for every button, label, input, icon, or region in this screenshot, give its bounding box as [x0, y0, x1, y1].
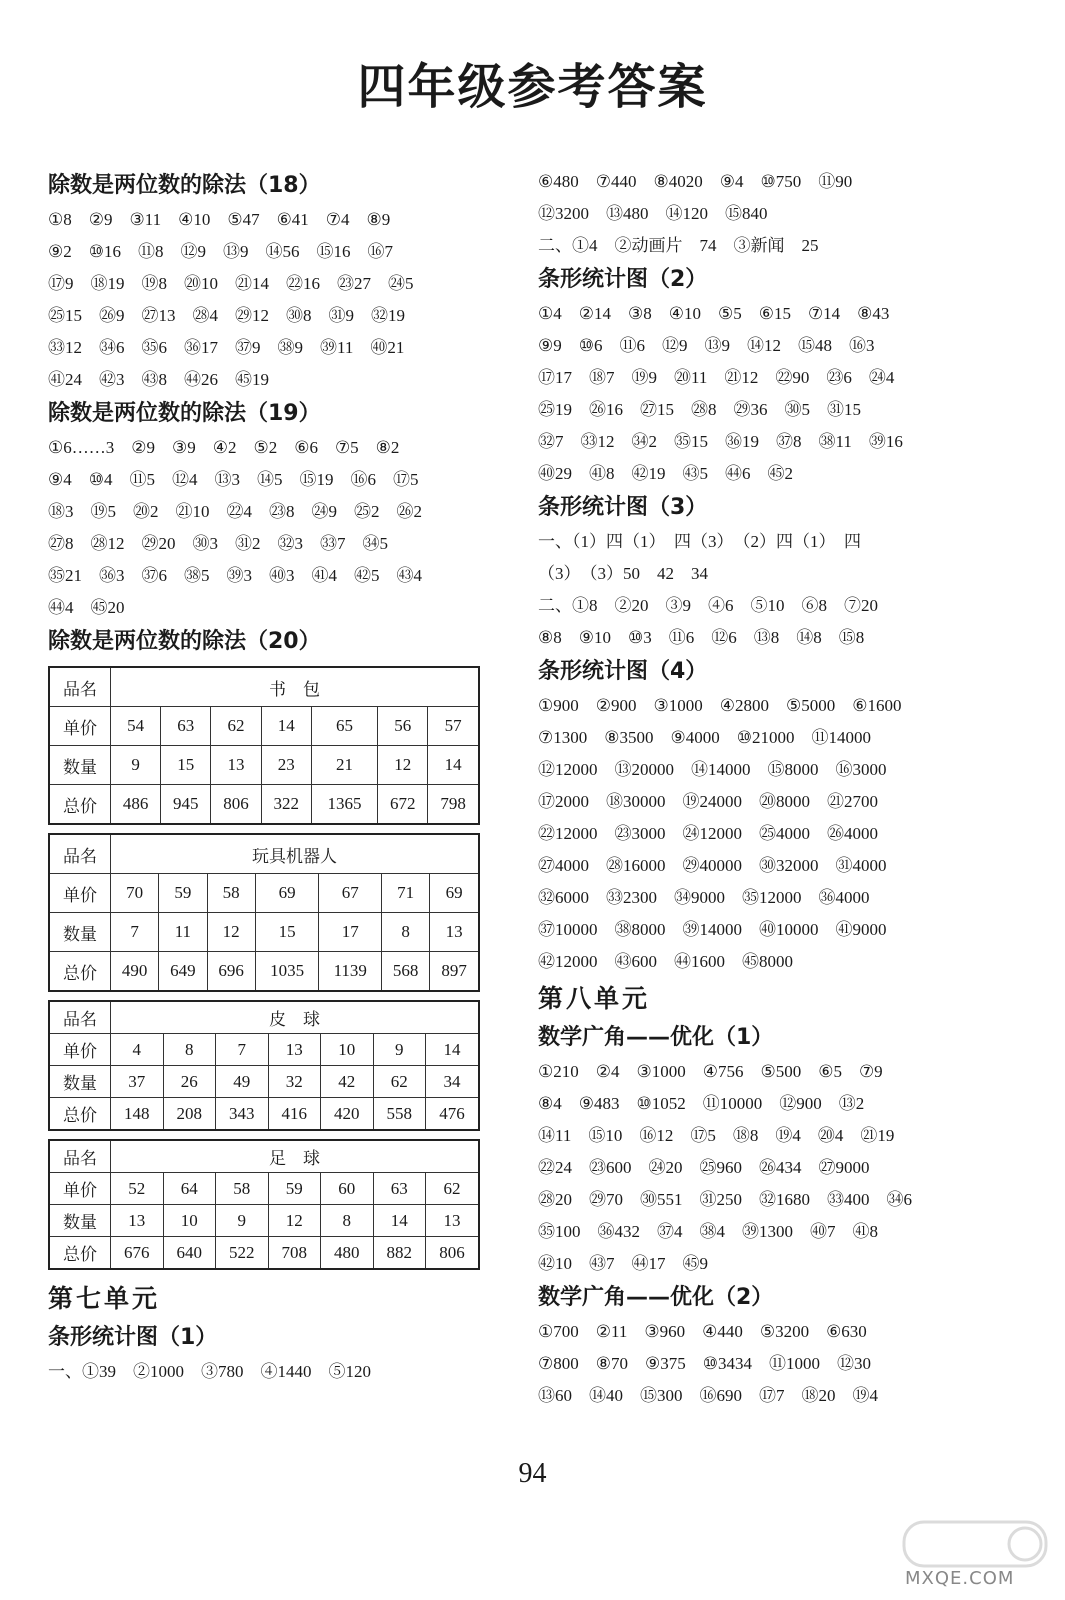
row-label: 总价 [49, 1237, 111, 1270]
table-cell: 7 [216, 1034, 269, 1066]
table-cell: 32 [268, 1066, 321, 1098]
table-cell: 14 [428, 746, 479, 785]
answer-line: ㉒24 ㉓600 ㉔20 ㉕960 ㉖434 ㉗9000 [538, 1158, 870, 1177]
answer-line: ㉕19 ㉖16 ㉗15 ㉘8 ㉙36 ㉚5 ㉛15 [538, 400, 861, 419]
table-row [49, 952, 479, 992]
table-cell: 64 [163, 1173, 216, 1205]
table-cell: 13 [430, 913, 479, 952]
answer-line: ⑨4 ⑩4 ⑪5 ⑫4 ⑬3 ⑭5 ⑮19 ⑯6 ⑰5 [48, 470, 419, 489]
table-cell: 676 [111, 1237, 164, 1270]
table-cell: 12 [268, 1205, 321, 1237]
answers-bar-chart-3 [538, 526, 1028, 654]
row-label: 单价 [49, 1034, 111, 1066]
table-cell: 37 [111, 1066, 164, 1098]
section-heading-division-19: 除数是两位数的除法（19） [48, 401, 321, 426]
table-cell: 71 [382, 874, 430, 913]
table-cell: 62 [373, 1066, 426, 1098]
table-cell: 806 [211, 785, 261, 825]
table-cell: 486 [111, 785, 161, 825]
table-row [49, 707, 479, 746]
answer-line: ㉗8 ㉘12 ㉙20 ㉚3 ㉛2 ㉜3 ㉝7 ㉞5 [48, 534, 388, 553]
table-cell: 4 [111, 1034, 164, 1066]
price-table [48, 1139, 480, 1270]
table-cell: 15 [161, 746, 211, 785]
table-cell: 945 [161, 785, 211, 825]
product-name: 足 球 [111, 1140, 480, 1173]
table-cell: 56 [378, 707, 428, 746]
table-cell: 59 [159, 874, 207, 913]
answer-line: ㊵29 ㊶8 ㊷19 ㊸5 ㊹6 ㊺2 [538, 464, 793, 483]
table-cell: 8 [382, 913, 430, 952]
table-cell: 806 [426, 1237, 480, 1270]
answer-line: ①4 ②14 ③8 ④10 ⑤5 ⑥15 ⑦14 ⑧43 [538, 304, 890, 323]
answer-line: ⑦1300 ⑧3500 ⑨4000 ⑩21000 ⑪14000 [538, 728, 871, 747]
table-cell: 416 [268, 1098, 321, 1131]
row-label: 单价 [49, 707, 111, 746]
table-cell: 42 [321, 1066, 374, 1098]
table-cell: 58 [207, 874, 255, 913]
table-cell: 649 [159, 952, 207, 992]
table-cell: 69 [255, 874, 319, 913]
table-row [49, 1034, 479, 1066]
product-name: 玩具机器人 [111, 834, 480, 874]
table-cell: 49 [216, 1066, 269, 1098]
table-cell: 63 [373, 1173, 426, 1205]
table-row [49, 1173, 479, 1205]
answer-line: ⑦800 ⑧70 ⑨375 ⑩3434 ⑪1000 ⑫30 [538, 1354, 871, 1373]
section-heading-optimization-1: 数学广角——优化（1） [538, 1025, 774, 1050]
answer-line: 二、①8 ②20 ③9 ④6 ⑤10 ⑥8 ⑦20 [538, 596, 878, 615]
answers-optimization-1 [538, 1056, 1028, 1280]
table-cell: 10 [321, 1034, 374, 1066]
left-column [48, 168, 488, 1388]
answers-bar-chart-1 [48, 1356, 488, 1388]
table-cell: 9 [216, 1205, 269, 1237]
answer-line: ⑭11 ⑮10 ⑯12 ⑰5 ⑱8 ⑲4 ⑳4 ㉑19 [538, 1126, 895, 1145]
answer-line: ㊹4 ㊺20 [48, 598, 125, 617]
answer-line: ⑬60 ⑭40 ⑮300 ⑯690 ⑰7 ⑱20 ⑲4 [538, 1386, 878, 1405]
table-cell: 13 [268, 1034, 321, 1066]
table-cell: 897 [430, 952, 479, 992]
answers-bar-chart-4 [538, 690, 1028, 978]
table-cell: 14 [373, 1205, 426, 1237]
section-heading-bar-chart-2: 条形统计图（2） [538, 267, 708, 292]
table-cell: 322 [261, 785, 311, 825]
table-cell: 798 [428, 785, 479, 825]
table-cell: 62 [211, 707, 261, 746]
answer-line: ㉒12000 ㉓3000 ㉔12000 ㉕4000 ㉖4000 [538, 824, 878, 843]
table-cell: 7 [111, 913, 159, 952]
section-heading-bar-chart-4: 条形统计图（4） [538, 659, 708, 684]
table-cell: 12 [378, 746, 428, 785]
price-table [48, 1000, 480, 1131]
table-cell: 148 [111, 1098, 164, 1131]
answer-line: 一、（1）四（1） 四（3） （2）四（1） 四 [538, 532, 861, 551]
table-cell: 420 [321, 1098, 374, 1131]
table-cell: 8 [321, 1205, 374, 1237]
section-heading-division-18: 除数是两位数的除法（18） [48, 173, 321, 198]
table-cell: 23 [261, 746, 311, 785]
answer-line: ㊶24 ㊷3 ㊸8 ㊹26 ㊺19 [48, 370, 269, 389]
table-row [49, 1066, 479, 1098]
answer-line: ⑨2 ⑩16 ⑪8 ⑫9 ⑬9 ⑭56 ⑮16 ⑯7 [48, 242, 393, 261]
answer-line: ㊷10 ㊸7 ㊹17 ㊺9 [538, 1254, 708, 1273]
answer-line: ㉜6000 ㉝2300 ㉞9000 ㉟12000 ㊱4000 [538, 888, 870, 907]
answer-line: ⑱3 ⑲5 ⑳2 ㉑10 ㉒4 ㉓8 ㉔9 ㉕2 ㉖2 [48, 502, 422, 521]
table-cell: 476 [426, 1098, 480, 1131]
table-cell: 21 [311, 746, 377, 785]
table-cell: 13 [211, 746, 261, 785]
row-label: 品名 [49, 1001, 111, 1034]
answer-line: （3） （3）50 42 34 [538, 564, 708, 583]
table-cell: 10 [163, 1205, 216, 1237]
table-cell: 65 [311, 707, 377, 746]
row-label: 单价 [49, 874, 111, 913]
table-cell: 12 [207, 913, 255, 952]
table-cell: 208 [163, 1098, 216, 1131]
table-row [49, 1098, 479, 1131]
answer-line: ⑰2000 ⑱30000 ⑲24000 ⑳8000 ㉑2700 [538, 792, 878, 811]
answer-line: ㉟21 ㊱3 ㊲6 ㊳5 ㊴3 ㊵3 ㊶4 ㊷5 ㊸4 [48, 566, 422, 585]
table-cell: 15 [255, 913, 319, 952]
answer-line: ①210 ②4 ③1000 ④756 ⑤500 ⑥5 ⑦9 [538, 1062, 883, 1081]
table-cell: 882 [373, 1237, 426, 1270]
table-cell: 69 [430, 874, 479, 913]
row-label: 品名 [49, 834, 111, 874]
row-label: 数量 [49, 746, 111, 785]
table-cell: 70 [111, 874, 159, 913]
table-cell: 58 [216, 1173, 269, 1205]
table-cell: 13 [111, 1205, 164, 1237]
table-cell: 480 [321, 1237, 374, 1270]
table-row [49, 913, 479, 952]
answer-line: ㉗4000 ㉘16000 ㉙40000 ㉚32000 ㉛4000 [538, 856, 887, 875]
table-cell: 558 [373, 1098, 426, 1131]
answer-line: ⑰17 ⑱7 ⑲9 ⑳11 ㉑12 ㉒90 ㉓6 ㉔4 [538, 368, 895, 387]
table-cell: 14 [426, 1034, 480, 1066]
table-cell: 9 [373, 1034, 426, 1066]
row-label: 品名 [49, 667, 111, 707]
price-tables [48, 666, 488, 1270]
row-label: 数量 [49, 913, 111, 952]
table-cell: 672 [378, 785, 428, 825]
row-label: 品名 [49, 1140, 111, 1173]
table-cell: 8 [163, 1034, 216, 1066]
table-row [49, 785, 479, 825]
answer-line: ㉟100 ㊱432 ㊲4 ㊳4 ㊴1300 ㊵7 ㊶8 [538, 1222, 878, 1241]
table-cell: 62 [426, 1173, 480, 1205]
table-cell: 63 [161, 707, 211, 746]
watermark-text: MXQE.COM [905, 1568, 1015, 1589]
row-label: 总价 [49, 952, 111, 992]
answers-division-19 [48, 432, 488, 624]
table-cell: 708 [268, 1237, 321, 1270]
answer-line: ⑫3200 ⑬480 ⑭120 ⑮840 [538, 204, 768, 223]
table-cell: 343 [216, 1098, 269, 1131]
answer-line: ⑧4 ⑨483 ⑩1052 ⑪10000 ⑫900 ⑬2 [538, 1094, 865, 1113]
answer-line: ①700 ②11 ③960 ④440 ⑤3200 ⑥630 [538, 1322, 867, 1341]
answer-line: ㉜7 ㉝12 ㉞2 ㉟15 ㊱19 ㊲8 ㊳11 ㊴16 [538, 432, 903, 451]
table-cell: 60 [321, 1173, 374, 1205]
answer-line: ⑨9 ⑩6 ⑪6 ⑫9 ⑬9 ⑭12 ⑮48 ⑯3 [538, 336, 875, 355]
table-cell: 568 [382, 952, 430, 992]
answer-line: ㉕15 ㉖9 ㉗13 ㉘4 ㉙12 ㉚8 ㉛9 ㉜19 [48, 306, 405, 325]
price-table [48, 666, 480, 825]
table-cell: 522 [216, 1237, 269, 1270]
table-cell: 52 [111, 1173, 164, 1205]
answer-line: 二、①4 ②动画片 74 ③新闻 25 [538, 236, 819, 255]
right-column [538, 166, 1028, 1412]
answer-line: ㊲10000 ㊳8000 ㊴14000 ㊵10000 ㊶9000 [538, 920, 887, 939]
table-row [49, 746, 479, 785]
row-label: 单价 [49, 1173, 111, 1205]
section-heading-bar-chart-3: 条形统计图（3） [538, 495, 708, 520]
answer-line: ㉝12 ㉞6 ㉟6 ㊱17 ㊲9 ㊳9 ㊴11 ㊵21 [48, 338, 405, 357]
table-cell: 34 [426, 1066, 480, 1098]
section-heading-optimization-2: 数学广角——优化（2） [538, 1285, 774, 1310]
row-label: 数量 [49, 1066, 111, 1098]
table-cell: 1139 [319, 952, 382, 992]
answers-bar-chart-1-continued [538, 166, 1028, 262]
table-cell: 54 [111, 707, 161, 746]
section-heading-division-20: 除数是两位数的除法（20） [48, 629, 321, 654]
price-table [48, 833, 480, 992]
row-label: 总价 [49, 785, 111, 825]
table-cell: 490 [111, 952, 159, 992]
answer-line: ①6……3 ②9 ③9 ④2 ⑤2 ⑥6 ⑦5 ⑧2 [48, 438, 400, 457]
product-name: 皮 球 [111, 1001, 480, 1034]
answer-line: ⑥480 ⑦440 ⑧4020 ⑨4 ⑩750 ⑪90 [538, 172, 853, 191]
row-label: 数量 [49, 1205, 111, 1237]
table-cell: 696 [207, 952, 255, 992]
table-cell: 13 [426, 1205, 480, 1237]
row-label: 总价 [49, 1098, 111, 1131]
table-cell: 67 [319, 874, 382, 913]
table-row [49, 1205, 479, 1237]
answer-line: ⑰9 ⑱19 ⑲8 ⑳10 ㉑14 ㉒16 ㉓27 ㉔5 [48, 274, 414, 293]
section-heading-bar-chart-1: 条形统计图（1） [48, 1325, 218, 1350]
table-cell: 17 [319, 913, 382, 952]
table-row [49, 874, 479, 913]
product-name: 书 包 [111, 667, 480, 707]
table-row [49, 1237, 479, 1270]
table-cell: 14 [261, 707, 311, 746]
table-cell: 59 [268, 1173, 321, 1205]
table-cell: 9 [111, 746, 161, 785]
answer-line: 一、①39 ②1000 ③780 ④1440 ⑤120 [48, 1362, 371, 1381]
table-cell: 57 [428, 707, 479, 746]
answers-bar-chart-2 [538, 298, 1028, 490]
answer-line: ①900 ②900 ③1000 ④2800 ⑤5000 ⑥1600 [538, 696, 902, 715]
table-cell: 1035 [255, 952, 319, 992]
table-cell: 11 [159, 913, 207, 952]
answer-line: ⑧8 ⑨10 ⑩3 ⑪6 ⑫6 ⑬8 ⑭8 ⑮8 [538, 628, 865, 647]
answer-line: ㉘20 ㉙70 ㉚551 ㉛250 ㉜1680 ㉝400 ㉞6 [538, 1190, 912, 1209]
answer-line: ⑫12000 ⑬20000 ⑭14000 ⑮8000 ⑯3000 [538, 760, 887, 779]
table-cell: 26 [163, 1066, 216, 1098]
unit-heading-7: 第七单元 [48, 1284, 161, 1313]
answers-division-18 [48, 204, 488, 396]
unit-heading-8: 第八单元 [538, 984, 651, 1013]
page-number: 94 [518, 1458, 547, 1489]
page-title: 四年级参考答案 [357, 59, 708, 115]
answer-line: ㊷12000 ㊸600 ㊹1600 ㊺8000 [538, 952, 793, 971]
answer-line: ①8 ②9 ③11 ④10 ⑤47 ⑥41 ⑦4 ⑧9 [48, 210, 391, 229]
answers-optimization-2 [538, 1316, 1028, 1412]
table-cell: 1365 [311, 785, 377, 825]
table-cell: 640 [163, 1237, 216, 1270]
